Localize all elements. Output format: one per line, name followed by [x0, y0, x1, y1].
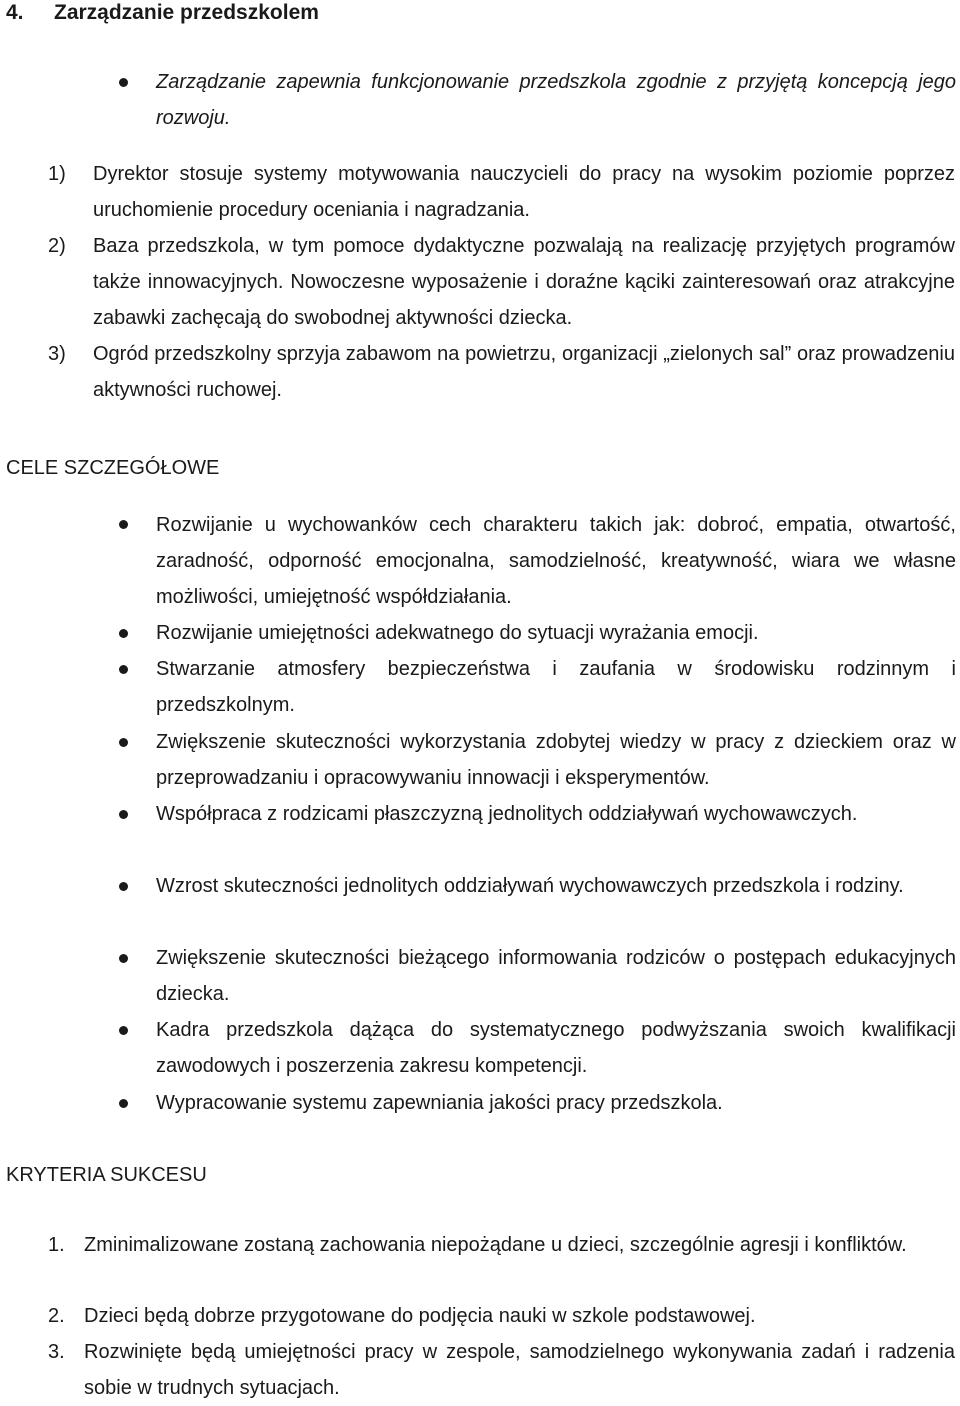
- goal-item: Wzrost skuteczności jednolitych oddziaływań wychowawczych przedszkola i rodziny.: [156, 875, 904, 897]
- section-title: Zarządzanie przedszkolem: [54, 1, 319, 24]
- section-heading: [6, 0, 406, 26]
- point-text: Dyrektor stosuje systemy motywowania nauczycieli do pracy na wysokim poziomie poprzez uruchomienie procedury oceniania i nagradzania.: [93, 163, 955, 221]
- success-heading: KRYTERIA SUKCESU: [6, 1164, 207, 1186]
- bullet-icon: [119, 629, 128, 638]
- goal-item: Zwiększenie skuteczności wykorzystania zdobytej wiedzy w pracy z dzieckiem oraz w przeprowadzaniu i opracowywaniu innowacji i eksperymentów.: [156, 731, 956, 789]
- section-number: 4.: [6, 1, 24, 24]
- goal-item: Zwiększenie skuteczności bieżącego informowania rodziców o postępach edukacyjnych dziecka.: [156, 947, 956, 1005]
- bullet-icon: [119, 1026, 128, 1035]
- success-marker: 3.: [48, 1341, 65, 1363]
- success-item: Dzieci będą dobrze przygotowane do podjęcia nauki w szkole podstawowej.: [84, 1305, 756, 1327]
- goal-item: Rozwijanie u wychowanków cech charakteru takich jak: dobroć, empatia, otwartość, zaradność, odporność emocjonalna, samodzielność, kreatywność, wiara we własne możliwości, umiejętność współdziałania.: [156, 514, 956, 608]
- intro-paragraph: Zarządzanie zapewnia funkcjonowanie przedszkola zgodnie z przyjętą koncepcją jego rozwoju.: [156, 71, 956, 129]
- bullet-icon: [119, 78, 128, 87]
- point-text: Ogród przedszkolny sprzyja zabawom na powietrzu, organizacji „zielonych sal” oraz prowadzeniu aktywności ruchowej.: [93, 343, 955, 401]
- success-item: Rozwinięte będą umiejętności pracy w zespole, samodzielnego wykonywania zadań i radzenia sobie w trudnych sytuacjach.: [84, 1341, 955, 1399]
- bullet-icon: [119, 520, 128, 529]
- goal-item: Wypracowanie systemu zapewniania jakości pracy przedszkola.: [156, 1092, 723, 1114]
- point-text: Baza przedszkola, w tym pomoce dydaktyczne pozwalają na realizację przyjętych programów także innowacyjnych. Nowoczesne wyposażenie i doraźne kąciki zainteresowań oraz atrakcyjne zabawki zachęcają do swobodnej aktywności dziecka.: [93, 235, 955, 329]
- goals-heading: CELE SZCZEGÓŁOWE: [6, 457, 220, 479]
- point-marker: 2): [48, 235, 66, 257]
- bullet-icon: [119, 954, 128, 963]
- success-marker: 1.: [48, 1234, 65, 1256]
- point-marker: 3): [48, 343, 66, 365]
- goal-item: Rozwijanie umiejętności adekwatnego do sytuacji wyrażania emocji.: [156, 622, 759, 644]
- goal-item: Współpraca z rodzicami płaszczyzną jednolitych oddziaływań wychowawczych.: [156, 803, 858, 825]
- point-marker: 1): [48, 163, 66, 185]
- bullet-icon: [119, 1099, 128, 1108]
- bullet-icon: [119, 738, 128, 747]
- success-item: Zminimalizowane zostaną zachowania niepożądane u dzieci, szczególnie agresji i konfliktów.: [84, 1234, 907, 1256]
- bullet-icon: [119, 665, 128, 674]
- goal-item: Stwarzanie atmosfery bezpieczeństwa i zaufania w środowisku rodzinnym i przedszkolnym.: [156, 658, 956, 716]
- bullet-icon: [119, 882, 128, 891]
- bullet-icon: [119, 810, 128, 819]
- goal-item: Kadra przedszkola dążąca do systematycznego podwyższania swoich kwalifikacji zawodowych i poszerzenia zakresu kompetencji.: [156, 1019, 956, 1077]
- success-marker: 2.: [48, 1305, 65, 1327]
